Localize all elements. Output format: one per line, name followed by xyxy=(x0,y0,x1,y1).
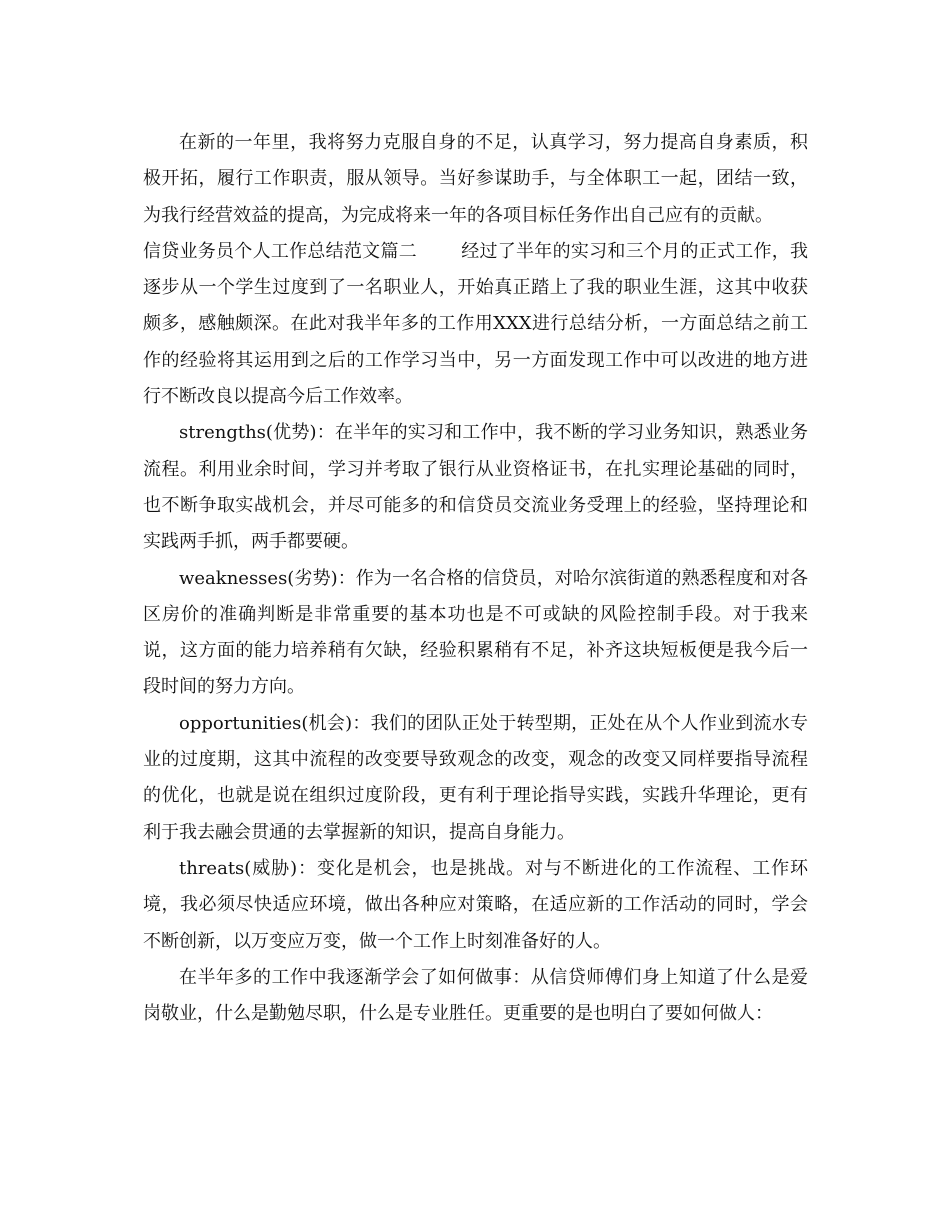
paragraph-section-two xyxy=(143,234,808,415)
paragraph-learning: 在半年多的工作中我逐渐学会了如何做事：从信贷师傅们身上知道了什么是爱岗敬业，什么是勤勉尽职，什么是专业胜任。更重要的是也明白了要如何做人： xyxy=(143,966,808,1025)
document-body xyxy=(143,125,808,1032)
paragraph-threats: threats(威胁)：变化是机会，也是挑战。对与不断进化的工作流程、工作环境，我必须尽快适应环境，做出各种应对策略，在适应新的工作活动的同时，学会不断创新，以万变应万变，做一个工作上时刻准备好的人。 xyxy=(143,857,808,952)
paragraph-strengths: strengths(优势)：在半年的实习和工作中，我不断的学习业务知识，熟悉业务流程。利用业余时间，学习并考取了银行从业资格证书，在扎实理论基础的同时，也不断争取实战机会，并尽可能多的和信贷员交流业务受理上的经验，坚持理论和实践两手抓，两手都要硬。 xyxy=(143,422,808,553)
paragraph-new-year: 在新的一年里，我将努力克服自身的不足，认真学习，努力提高自身素质，积极开拓，履行工作职责，服从领导。当好参谋助手，与全体职工一起，团结一致，为我行经营效益的提高，为完成将来一年的各项目标任务作出自己应有的贡献。 xyxy=(143,132,808,226)
paragraph-opportunities: opportunities(机会)：我们的团队正处于转型期，正处在从个人作业到流水专业的过度期，这其中流程的改变要导致观念的改变，观念的改变又同样要指导流程的优化，也就是说在组织过度阶段，更有利于理论指导实践，实践升华理论，更有利于我去融会贯通的去掌握新的知识，提高自身能力。 xyxy=(143,712,808,843)
paragraph-intro: 经过了半年的实习和三个月的正式工作，我逐步从一个学生过度到了一名职业人，开始真正踏上了我的职业生涯，这其中收获颇多，感触颇深。在此对我半年多的工作用XXX进行总结分析，一方面总结之前工作的经验将其运用到之后的工作学习当中，另一方面发现工作中可以改进的地方进行不断改良以提高今后工作效率。 xyxy=(143,240,809,408)
section-title: 信贷业务员个人工作总结范文篇二 xyxy=(143,240,417,262)
paragraph-weaknesses: weaknesses(劣势)：作为一名合格的信贷员，对哈尔滨街道的熟悉程度和对各区房价的准确判断是非常重要的基本功也是不可或缺的风险控制手段。对于我来说，这方面的能力培养稍有欠缺，经验积累稍有不足，补齐这块短板便是我今后一段时间的努力方向。 xyxy=(143,567,808,698)
